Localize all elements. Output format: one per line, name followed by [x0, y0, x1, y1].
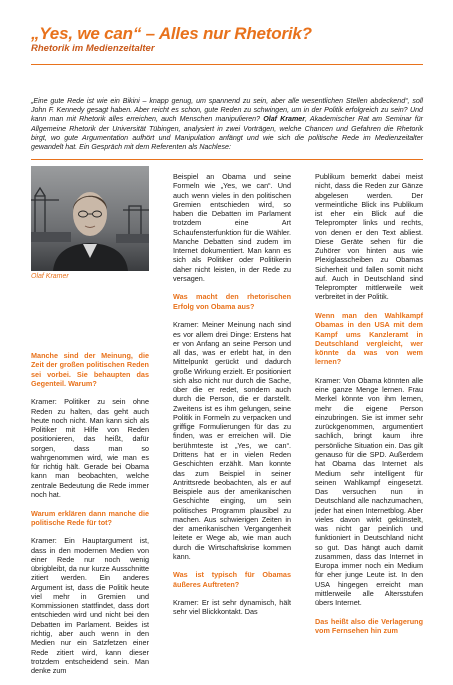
- interview-answer: Kramer: Politiker zu sein ohne Reden zu halten, das geht auch heute noch nicht. Man kann sich als Politiker mit Hilfe von Reden positionieren, das heißt, dafür sorgen, dass man so wahrgenommen wird, wie man es für richtig hält. Gerade bei Obama kann man beobachten, welche zentrale Bedeutung die Rede immer noch hat.: [31, 397, 149, 499]
- interview-question: Warum erklären dann manche die politische Rede für tot?: [31, 508, 149, 527]
- intro-text-after: , Akademischer Rat am Seminar für Allgemeine Rhetorik der Universität Tübingen, analysiert in zwei Vorträgen, welche Chancen und Gefahren die Rhetorik birgt, wo gute Argumentation aufhört und Manipulation anfängt und wie sich die politische Rede im Medienzeitalter gewandelt hat. Ein Gespräch mit dem Referenten als Nachlese:: [31, 115, 424, 152]
- interview-answer: Publikum bemerkt dabei meist nicht, dass die Reden zur Gänze abgelesen werden. Der vermeintliche Blick ins Publikum ist eher ein Blick auf die Teleprompter links und rechts, von denen er den Text abliest. Diese Geräte sehen für die Zuhörer von hinten aus wie Plexiglasscheiben zu Obamas Sicherheit und fallen somit nicht auf. Auch in Deutschland sind Teleprompter mittlerweile weit verbreitet in der Politik.: [315, 172, 423, 302]
- interview-answer: Kramer: Ein Hauptargument ist, dass in den modernen Medien von einer Rede nur noch wenig übrigbleibt, da nur kurze Ausschnitte zitiert werden. Ein anderes Argument ist, dass die Politik heute viel mehr in Gremien und Kommissionen stattfindet, dass dort entschieden wird und nicht bei den Debatten im Parlament. Beides ist richtig, aber auch wenn in den Medien nur ein Satzfetzen einer Rede zitiert wird, kann dieser trotzdem entscheidend sein. Man denke zum: [31, 536, 149, 676]
- interview-question: Manche sind der Meinung, die Zeit der großen politischen Reden sei vorbei. Sie behaupten das Gegenteil. Warum?: [31, 351, 149, 388]
- interview-question: Wenn man den Wahlkampf Obamas in den USA mit dem Kampf ums Kanzleramt in Deutschland vergleicht, wer könnte da was von wem lernen?: [315, 310, 423, 367]
- photo-caption: Olaf Kramer: [31, 273, 69, 280]
- portrait-photo: [31, 166, 149, 271]
- portrait-image: [31, 166, 149, 271]
- interview-answer: Kramer: Er ist sehr dynamisch, hält sehr viel Blickkontakt. Das: [173, 598, 291, 617]
- intro-paragraph: [31, 97, 423, 152]
- column-2: [173, 172, 291, 626]
- interview-answer: Kramer: Meiner Meinung nach sind es vor allem drei Dinge: Erstens hat er von Anfang an seine Person und all das, was er erlebt hat, in den Mittelpunkt gerückt und dadurch große Wirkung erzielt. Er positioniert sich also nicht nur durch die Sache, über die er redet, sondern auch durch die Person, die er darstellt. Zweitens ist es ihm gelungen, seine Politik in Formeln zu verpacken und griffige Formulierungen für das zu finden, was er erreichen will. Die berühmteste ist „Yes, we can“. Drittens hat er in vielen Reden Geschichten erzählt. Man konnte das zum Beispiel in seiner Antrittsrede beobachten, als er auf Beispiele aus der amerikanischen Geschichte einging, um sein politisches Programm plausibel zu machen. Aus schwierigen Zeiten in der amerikanischen Vergangenheit leitete er Wege ab, wie man auch durch die Wirtschaftskrise kommen kann.: [173, 320, 291, 561]
- article-title: „Yes, we can“ – Alles nur Rhetorik?: [31, 24, 312, 43]
- interview-question: Was ist typisch für Obamas äußeres Auftreten?: [173, 570, 291, 589]
- intro-name: Olaf Kramer: [263, 115, 306, 124]
- intro-divider: [31, 159, 423, 160]
- interview-question: Das heißt also die Verlagerung vom Fernsehen hin zum: [315, 616, 423, 636]
- column-3: [315, 172, 423, 645]
- article-subtitle: Rhetorik im Medienzeitalter: [31, 43, 155, 54]
- interview-question: Was macht den rhetorischen Erfolg von Obama aus?: [173, 292, 291, 311]
- top-divider: [31, 64, 423, 65]
- interview-answer: Kramer: Von Obama könnten alle eine ganze Menge lernen. Frau Merkel könnte von ihm lernen, mehr die eigene Person einzubringen. Sie ist immer sehr zurückgenommen, argumentiert sachlich, bringt kaum ihre persönliche Situation ein. Das gilt genauso für die SPD. Außerdem hat Obama das Internet als Medium sehr intelligent für seinen Wahlkampf eingesetzt. Das versuchen nun in Deutschland alle nachzumachen, jeder hat einen Internetblog. Aber vieles davon wirkt gekünstelt, was nicht gar peinlich und funktioniert in Deutschland nicht so gut. Das hängt auch damit zusammen, dass das Internet in Europa immer noch ein Medium für eher junge Leute ist. In den USA hingegen erreicht man mittlerweile alle Altersstufen übers Internet.: [315, 375, 423, 608]
- column-1: [31, 351, 149, 685]
- intro-text: „Eine gute Rede ist wie ein Bikini – knapp genug, um spannend zu sein, aber alle wesentlichen Stellen abdeckend“, soll John F. Kennedy gesagt haben. Aber reicht es schon, gute Reden zu schwingen, um in der Politik erfolgreich zu sein? Und kann man mit Rhetorik alles erreichen, auch Menschen manipulieren?: [31, 97, 423, 124]
- interview-answer: Beispiel an Obama und seine Formeln wie „Yes, we can“. Und auch wenn vieles in den politischen Gremien entschieden wird, so haben die Debatten im Parlament trotzdem eine Art Schaufensterfunktion für die Wähler. Manche Debatten sind zudem im Internet dokumentiert. Man kann es sich als Politiker oder Politikerin daher nicht leisten, in der Rede zu versagen.: [173, 172, 291, 283]
